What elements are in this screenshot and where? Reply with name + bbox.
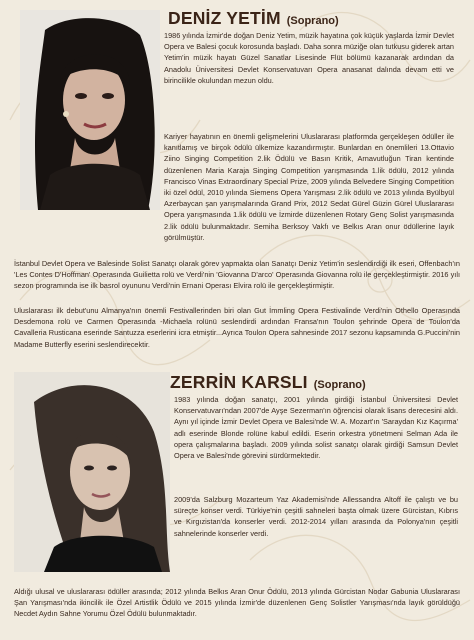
singer-name: ZERRİN KARSLI [170, 372, 308, 392]
bio-paragraph: Aldığı ulusal ve uluslararası ödüller arasında; 2012 yılında Belkıs Aran Onur Ödülü, 2013 yılında Gürcistan Nodar Gabunia Uluslararası Şan Yarışması'nda ikincilik ile Özel Artistlik Ödülü ve 2015 yılında İzmir'de düzenlenen Genç Solistler Yarışması'nda layık görüldüğü Necdet Aydın Sahne Yorumu Özel Ödülü bulunmaktadır. [14, 587, 460, 619]
bio-paragraph: Uluslararası ilk debut'unu Almanya'nın önemli Festivallerinden biri olan Gut İmmling Opera Festivalinde Verdi'nin Othello Operasında Desdemona rolü ve Carmen Operasında -Michaela rolünü seslendirdi ardından Fransa'nın Toulon şehrinde Opera de Toulon'da Cavalleria Rusticana eserinde Santuzza eserlerini icra etmiştir...Ayrıca Toulon Opera sahnesinde 2017 sezonu kapsamında G.Puccini'nin Madame Butterfly eserini seslendirecektir. [14, 306, 460, 349]
bio-paragraph: 1986 yılında İzmir'de doğan Deniz Yetim, müzik hayatına çok küçük yaşlarda İzmir Devlet Opera ve Balesi çocuk korosunda başladı. Daha sonra müziğe olan tutkusu giderek artan Yetim'in müzik hayatı Güzel Sanatlar Lisesinde Flüt bölümü kazanarak ardından da Anadolu Üniversitesi Devlet Konservatuvarı Opera anasanat dalında devam etti ve birincilikle okulundan mezun oldu. [164, 31, 454, 85]
portrait-image [14, 372, 170, 572]
voice-type: (Soprano) [313, 379, 366, 391]
portrait-photo-deniz-yetim [20, 10, 160, 210]
singer-name-heading [170, 372, 366, 393]
singer-name-heading [168, 8, 339, 29]
bio-paragraph: 2009'da Salzburg Mozarteum Yaz Akademisi'nde Allessandra Altoff ile çalıştı ve bu süreçte konser verdi. Türkiye'nin çeşitli sahneleri başta olmak üzere Gürcistan, Kıbrıs ve Kırgızistan'da konserler verdi. 2012-2014 yılları arasında da Polonya'nın çeşitli sahnelerinde konserler verdi. [174, 495, 458, 538]
bio-paragraph: 1983 yılında doğan sanatçı, 2001 yılında girdiği İstanbul Üniversitesi Devlet Konservatuvarı'ndan 2007'de Ayşe Sezerman'ın öğrencisi olarak lisans derecesini aldı. Aynı yıl içinde İzmir Devlet Opera ve Balesi'nde W. A. Mozart'ın 'Saraydan Kız Kaçırma' adlı eserinde Blonde rolüne kabul edildi. Eserin orkestra yönetmeni Selman Ada ile opera çalışmalarına başladı. 2009 yılında solist sanatçı olarak girdiği Samsun Devlet Opera ve Balesi'nde görevini sürdürmektedir. [174, 395, 458, 461]
portrait-image [20, 10, 160, 210]
voice-type: (Soprano) [286, 15, 339, 27]
portrait-photo-zerrin-karsli [14, 372, 170, 572]
bio-paragraph: İstanbul Devlet Opera ve Balesinde Solist Sanatçı olarak görev yapmakta olan Sanatçı Deniz Yetim'in seslendirdiği ilk eseri, Offenbach'ın 'Les Contes D'Hoffman' Operasında Guilietta rolü ve Verdi'nin 'Giovanna D'arco' Operasında Giovanna rolü ile gerçekleştirmiştir. 2016 yılı sezon programında ise ilk basrol oyununu Verdi'nin Ernani Operası Elvira rolü ile gerçekleştirmiştir. [14, 259, 460, 291]
singer-name: DENİZ YETİM [168, 8, 281, 28]
bio-paragraph: Kariyer hayatının en önemli gelişmelerini Uluslararası platformda gerçekleşen ödüller ile kanıtlamış ve birçok ödülü ülkemize kazandırmıştır. Bunlardan en önemlileri 13.Ottavio Ziino Singing Competition 2.lik Ödülü ve Basın Kritik, Arnavutluğun Tiran kentinde düzenlenen Maria Karaja Singing Competition yarışmasında 1.lik ödülü, 2012 yılında Francisco Vinas Extraordinary Special Prize, 2009 yılında Belvedere Singing Competition iki özel ödül, 2010 yılında Siemens Opera Yarışması 2.lik ödülü ve 2013 yılında Byülbyül Azerbaycan şan yarışmalarında Grand Prix, 2012 Sedat Gürel Güzin Gürel Uluslararası Opera yarışmasında 1.lik ödülü ve İzmirde düzenlenen Rotary Genç Solist yarışmasında 2.lik ödülü bulunmaktadır. Semiha Berksoy Vakfı ve Belkıs Aran onur ödüllerine layık görülmüştür. [164, 132, 454, 242]
